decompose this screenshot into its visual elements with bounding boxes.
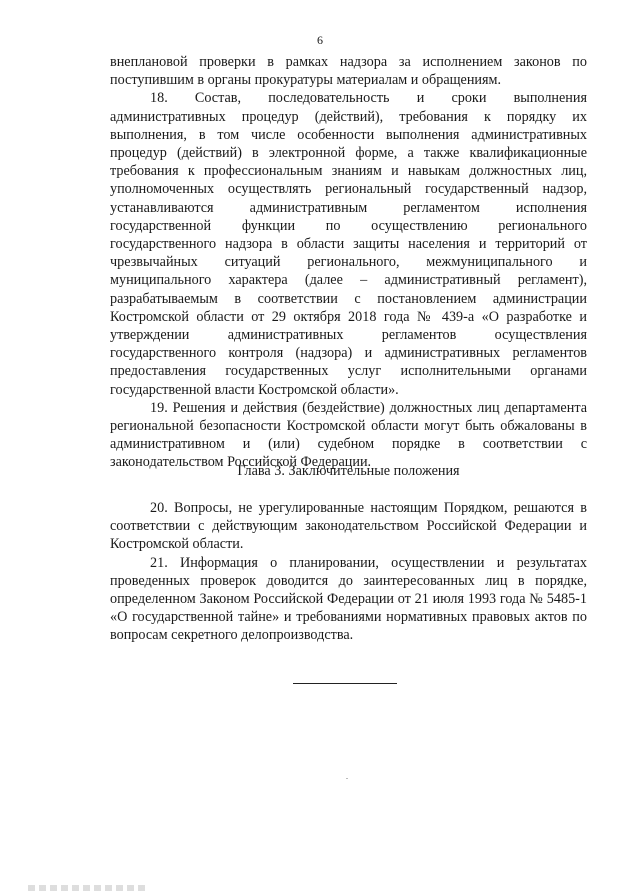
paragraph-continuation: внеплановой проверки в рамках надзора за исполнением законов по поступившим в органы прокуратуры материалам и обращениям. xyxy=(110,54,587,89)
chapter-heading: Глава 3. Заключительные положения xyxy=(237,463,460,479)
page-number: 6 xyxy=(317,33,323,47)
paragraph-19: 19. Решения и действия (бездействие) должностных лиц департамента региональной безопасности Костромской области могут быть обжалованы в административном и (или) судебном порядке в соответствии с законодательством Российской Федерации. xyxy=(110,399,587,471)
body-text-top xyxy=(110,53,587,472)
paragraph-18: 18. Состав, последовательность и сроки выполнения административных процедур (действий), требования к порядку их выполнения, в том числе особенности выполнения административных процедур (действий) в электронной форме, а также квалификационные требования к профессиональным знаниям и навыкам должностных лиц, уполномоченных осуществлять региональный государственный надзор, устанавливаются административным регламентом исполнения государственной функции по осуществлению регионального государственного надзора в области защиты населения и территорий от чрезвычайных ситуаций регионального, межмуниципального и муниципального характера (далее – административный регламент), разрабатываемым в соответствии с постановлением администрации Костромской области от 29 октября 2018 года № 439-а «О разработке и утверждении административных регламентов осуществления государственного контроля (надзора) и административных регламентов предоставления государственных услуг исполнительными органами государственной власти Костромской области». xyxy=(110,90,587,398)
paragraph-20: 20. Вопросы, не урегулированные настоящим Порядком, решаются в соответствии с действующим законодательством Российской Федерации и Костромской области. xyxy=(110,500,587,553)
scan-speck xyxy=(346,778,348,779)
paragraph-21: 21. Информация о планировании, осуществлении и результатах проведенных проверок доводится до заинтересованных лиц в порядке, определенном Законом Российской Федерации от 21 июля 1993 года № 5485-1 «О государственной тайне» и требованиями нормативных правовых актов по вопросам секретного делопроизводства. xyxy=(110,554,587,644)
body-text-bottom xyxy=(110,499,587,645)
end-of-document-line xyxy=(293,683,397,684)
scan-artifact xyxy=(28,885,148,891)
